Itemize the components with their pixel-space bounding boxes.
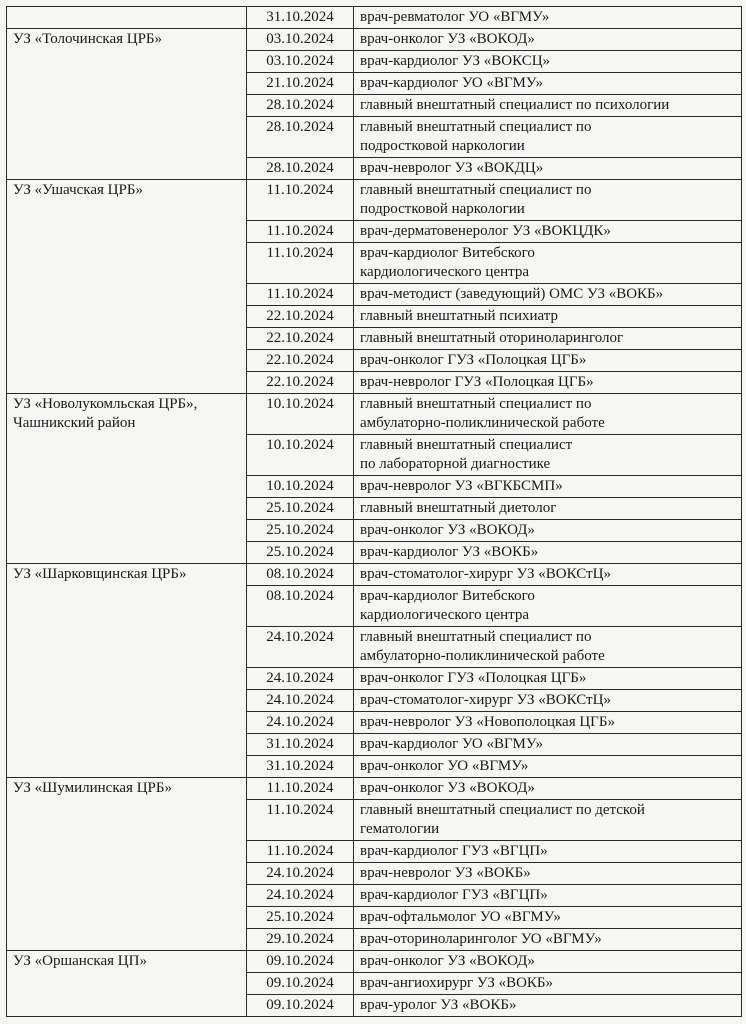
visit-date: 03.10.2024 [247,51,354,73]
specialist-cell [354,995,742,1017]
specialist-text: врач-ангиохирург УЗ «ВОКБ» [360,975,554,991]
specialist-cell [354,586,742,627]
specialist-text: врач-ревматолог УО «ВГМУ» [360,9,550,25]
organization-name: УЗ «Ушачская ЦРБ» [13,182,143,198]
specialist-text: главный внештатный психиатр [360,308,559,324]
visit-date: 22.10.2024 [247,306,354,328]
visit-date: 24.10.2024 [247,668,354,690]
schedule-body [7,7,742,1017]
specialist-cell [354,180,742,221]
table-row [7,180,742,221]
visit-date: 24.10.2024 [247,690,354,712]
visit-date: 29.10.2024 [247,929,354,951]
visit-date: 24.10.2024 [247,712,354,734]
specialist-text: врач-кардиолог УО «ВГМУ» [360,736,543,752]
specialist-text: главный внештатный специалист [360,437,573,453]
specialist-text: главный внештатный оториноларинголог [360,330,624,346]
specialist-cell [354,778,742,800]
visit-schedule-table [6,6,742,1017]
visit-date: 22.10.2024 [247,372,354,394]
specialist-text: главный внештатный специалист по [360,119,592,135]
specialist-text: врач-онколог УЗ «ВОКОД» [360,31,535,47]
specialist-text: врач-онколог ГУЗ «Полоцкая ЦГБ» [360,670,587,686]
specialist-cell [354,372,742,394]
visit-date: 11.10.2024 [247,221,354,243]
visit-date: 25.10.2024 [247,542,354,564]
organization-name: УЗ «Шумилинская ЦРБ» [13,780,172,796]
specialist-cell [354,564,742,586]
specialist-cell [354,520,742,542]
specialist-text: врач-стоматолог-хирург УЗ «ВОКСтЦ» [360,692,611,708]
specialist-text: подростковой наркологии [360,138,525,154]
specialist-text: главный внештатный специалист по [360,629,592,645]
specialist-text: врач-онколог ГУЗ «Полоцкая ЦГБ» [360,352,587,368]
table-row [7,7,742,29]
visit-date: 08.10.2024 [247,586,354,627]
specialist-text: врач-онколог УЗ «ВОКОД» [360,953,535,969]
visit-date: 31.10.2024 [247,734,354,756]
visit-date: 31.10.2024 [247,756,354,778]
specialist-cell [354,668,742,690]
specialist-text: врач-кардиолог ГУЗ «ВГЦП» [360,843,548,859]
visit-date: 24.10.2024 [247,627,354,668]
visit-date: 21.10.2024 [247,73,354,95]
specialist-cell [354,951,742,973]
specialist-cell [354,95,742,117]
visit-date: 10.10.2024 [247,476,354,498]
specialist-cell [354,756,742,778]
specialist-text: врач-кардиолог ГУЗ «ВГЦП» [360,887,548,903]
visit-date: 11.10.2024 [247,841,354,863]
visit-date: 22.10.2024 [247,350,354,372]
specialist-text: главный внештатный диетолог [360,500,557,516]
specialist-text: подростковой наркологии [360,201,525,217]
specialist-text: врач-кардиолог УО «ВГМУ» [360,75,543,91]
specialist-text: врач-кардиолог Витебского [360,245,535,261]
specialist-text: кардиологического центра [360,607,530,623]
specialist-text: врач-онколог УЗ «ВОКОД» [360,522,535,538]
specialist-cell [354,712,742,734]
specialist-text: врач-невролог УЗ «Новополоцкая ЦГБ» [360,714,615,730]
visit-date: 09.10.2024 [247,973,354,995]
specialist-cell [354,435,742,476]
specialist-cell [354,7,742,29]
specialist-cell [354,73,742,95]
specialist-cell [354,29,742,51]
specialist-text: амбулаторно-поликлинической работе [360,648,605,664]
organization-name: УЗ «Оршанская ЦП» [13,953,147,969]
visit-date: 10.10.2024 [247,435,354,476]
visit-date: 11.10.2024 [247,180,354,221]
specialist-text: амбулаторно-поликлинической работе [360,415,605,431]
organization-cell [7,394,247,564]
specialist-text: врач-невролог УЗ «ВОКДЦ» [360,160,544,176]
specialist-cell [354,973,742,995]
specialist-text: врач-невролог УЗ «ВГКБСМП» [360,478,563,494]
visit-date: 09.10.2024 [247,951,354,973]
visit-date: 28.10.2024 [247,117,354,158]
specialist-cell [354,350,742,372]
visit-date: 08.10.2024 [247,564,354,586]
specialist-cell [354,158,742,180]
specialist-text: врач-оториноларинголог УО «ВГМУ» [360,931,602,947]
organization-cell [7,564,247,778]
specialist-cell [354,929,742,951]
visit-date: 09.10.2024 [247,995,354,1017]
specialist-text: врач-невролог УЗ «ВОКБ» [360,865,531,881]
organization-name: Чашникский район [13,415,136,431]
specialist-cell [354,284,742,306]
specialist-text: врач-стоматолог-хирург УЗ «ВОКСтЦ» [360,566,611,582]
specialist-text: врач-кардиолог Витебского [360,588,535,604]
specialist-text: врач-онколог УО «ВГМУ» [360,758,529,774]
visit-date: 22.10.2024 [247,328,354,350]
visit-date: 25.10.2024 [247,907,354,929]
visit-date: 25.10.2024 [247,520,354,542]
organization-cell [7,7,247,29]
visit-date: 24.10.2024 [247,863,354,885]
visit-date: 11.10.2024 [247,800,354,841]
table-row [7,29,742,51]
specialist-cell [354,306,742,328]
organization-cell [7,951,247,1017]
specialist-text: врач-невролог ГУЗ «Полоцкая ЦГБ» [360,374,594,390]
specialist-cell [354,243,742,284]
specialist-cell [354,221,742,243]
organization-name: УЗ «Толочинская ЦРБ» [13,31,163,47]
specialist-text: по лабораторной диагностике [360,456,551,472]
specialist-cell [354,328,742,350]
specialist-text: врач-онколог УЗ «ВОКОД» [360,780,535,796]
specialist-cell [354,907,742,929]
table-row [7,564,742,586]
specialist-cell [354,800,742,841]
table-row [7,778,742,800]
organization-name: УЗ «Новолукомльская ЦРБ», [13,396,198,412]
specialist-text: гематологии [360,821,440,837]
visit-date: 28.10.2024 [247,158,354,180]
organization-name: УЗ «Шарковщинская ЦРБ» [13,566,187,582]
specialist-text: главный внештатный специалист по [360,182,592,198]
specialist-text: врач-дерматовенеролог УЗ «ВОКЦДК» [360,223,611,239]
table-row [7,951,742,973]
visit-date: 25.10.2024 [247,498,354,520]
specialist-text: врач-уролог УЗ «ВОКБ» [360,997,517,1013]
specialist-cell [354,117,742,158]
specialist-text: врач-кардиолог УЗ «ВОКБ» [360,544,539,560]
specialist-text: врач-кардиолог УЗ «ВОКСЦ» [360,53,551,69]
specialist-text: врач-офтальмолог УО «ВГМУ» [360,909,561,925]
visit-date: 03.10.2024 [247,29,354,51]
organization-cell [7,29,247,180]
specialist-cell [354,51,742,73]
visit-date: 11.10.2024 [247,243,354,284]
visit-date: 10.10.2024 [247,394,354,435]
specialist-text: врач-методист (заведующий) ОМС УЗ «ВОКБ» [360,286,664,302]
specialist-cell [354,690,742,712]
specialist-text: кардиологического центра [360,264,530,280]
visit-date: 28.10.2024 [247,95,354,117]
table-row [7,394,742,435]
organization-cell [7,180,247,394]
specialist-cell [354,394,742,435]
specialist-cell [354,863,742,885]
specialist-cell [354,734,742,756]
organization-cell [7,778,247,951]
specialist-cell [354,885,742,907]
visit-date: 31.10.2024 [247,7,354,29]
visit-date: 11.10.2024 [247,778,354,800]
specialist-cell [354,476,742,498]
specialist-cell [354,498,742,520]
specialist-cell [354,542,742,564]
visit-date: 24.10.2024 [247,885,354,907]
specialist-text: главный внештатный специалист по психологии [360,97,670,113]
specialist-cell [354,841,742,863]
specialist-cell [354,627,742,668]
specialist-text: главный внештатный специалист по детской [360,802,645,818]
specialist-text: главный внештатный специалист по [360,396,592,412]
visit-date: 11.10.2024 [247,284,354,306]
